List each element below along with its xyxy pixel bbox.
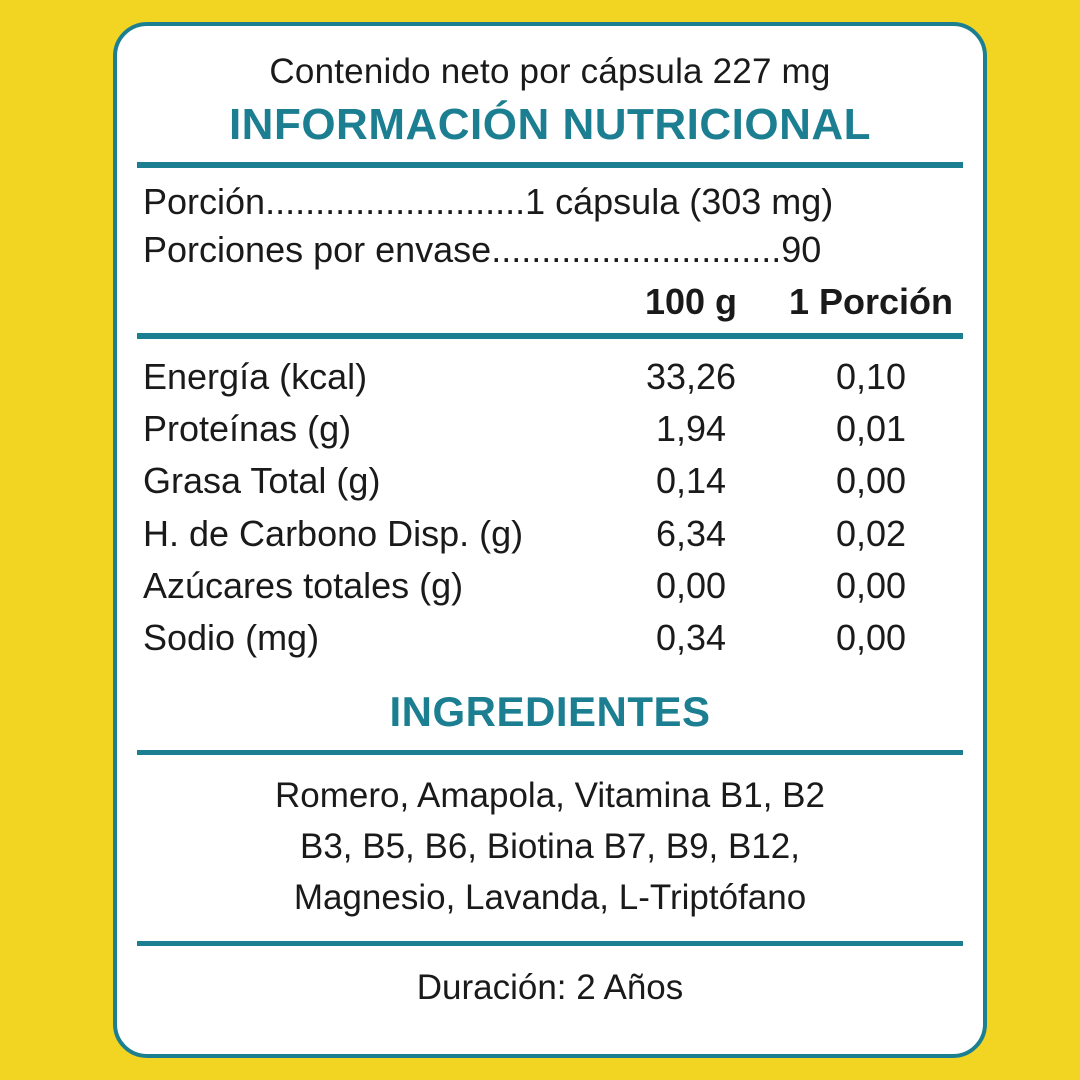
nutrient-value-serving: 0,02: [835, 512, 907, 554]
nutrient-value-serving: 0,00: [835, 460, 907, 502]
ingredients-title: INGREDIENTES: [389, 688, 711, 736]
nutrient-value-100g: 0,34: [655, 616, 727, 658]
column-header-100g: 100 g: [644, 281, 738, 323]
ingredients-text: [117, 755, 983, 941]
nutrient-value-serving: 0,00: [835, 564, 907, 606]
table-column-headers: [117, 273, 983, 333]
nutrition-label-panel: [113, 22, 987, 1058]
table-row: [143, 403, 961, 455]
table-row: [143, 508, 961, 560]
nutrient-name: H. de Carbono Disp. (g): [143, 512, 524, 554]
nutrient-name: Azúcares totales (g): [143, 564, 464, 606]
ingredients-line: Magnesio, Lavanda, L-Triptófano: [293, 877, 807, 917]
net-content-text: Contenido neto por cápsula 227 mg: [269, 52, 831, 91]
nutrient-value-100g: 6,34: [655, 512, 727, 554]
nutrient-name: Sodio (mg): [143, 616, 320, 658]
page-title: INFORMACIÓN NUTRICIONAL: [228, 100, 872, 149]
duration-text: Duración: 2 Años: [416, 968, 684, 1008]
table-row: [143, 560, 961, 612]
column-header-serving: 1 Porción: [788, 281, 954, 323]
nutrient-value-serving: 0,10: [835, 356, 907, 398]
table-row: [143, 351, 961, 403]
nutrient-value-100g: 1,94: [655, 408, 727, 450]
nutrient-table: [117, 339, 983, 674]
nutrient-name: Proteínas (g): [143, 408, 352, 450]
background-strip: [0, 0, 68, 1080]
servings-per-container-line: Porciones por envase.............................90: [143, 228, 822, 270]
nutrient-name: Grasa Total (g): [143, 460, 381, 502]
nutrient-value-serving: 0,01: [835, 408, 907, 450]
ingredients-line: B3, B5, B6, Biotina B7, B9, B12,: [299, 826, 801, 866]
serving-size-line: Porción..........................1 cápsula (303 mg): [143, 181, 834, 222]
nutrient-name: Energía (kcal): [143, 356, 368, 398]
nutrient-value-100g: 0,00: [655, 564, 727, 606]
nutrient-value-100g: 0,14: [655, 460, 727, 502]
nutrient-value-100g: 33,26: [645, 356, 737, 398]
table-row: [143, 455, 961, 507]
ingredients-line: Romero, Amapola, Vitamina B1, B2: [275, 776, 825, 816]
serving-block: [117, 168, 983, 273]
table-row: [143, 612, 961, 664]
nutrient-value-serving: 0,00: [835, 616, 907, 658]
